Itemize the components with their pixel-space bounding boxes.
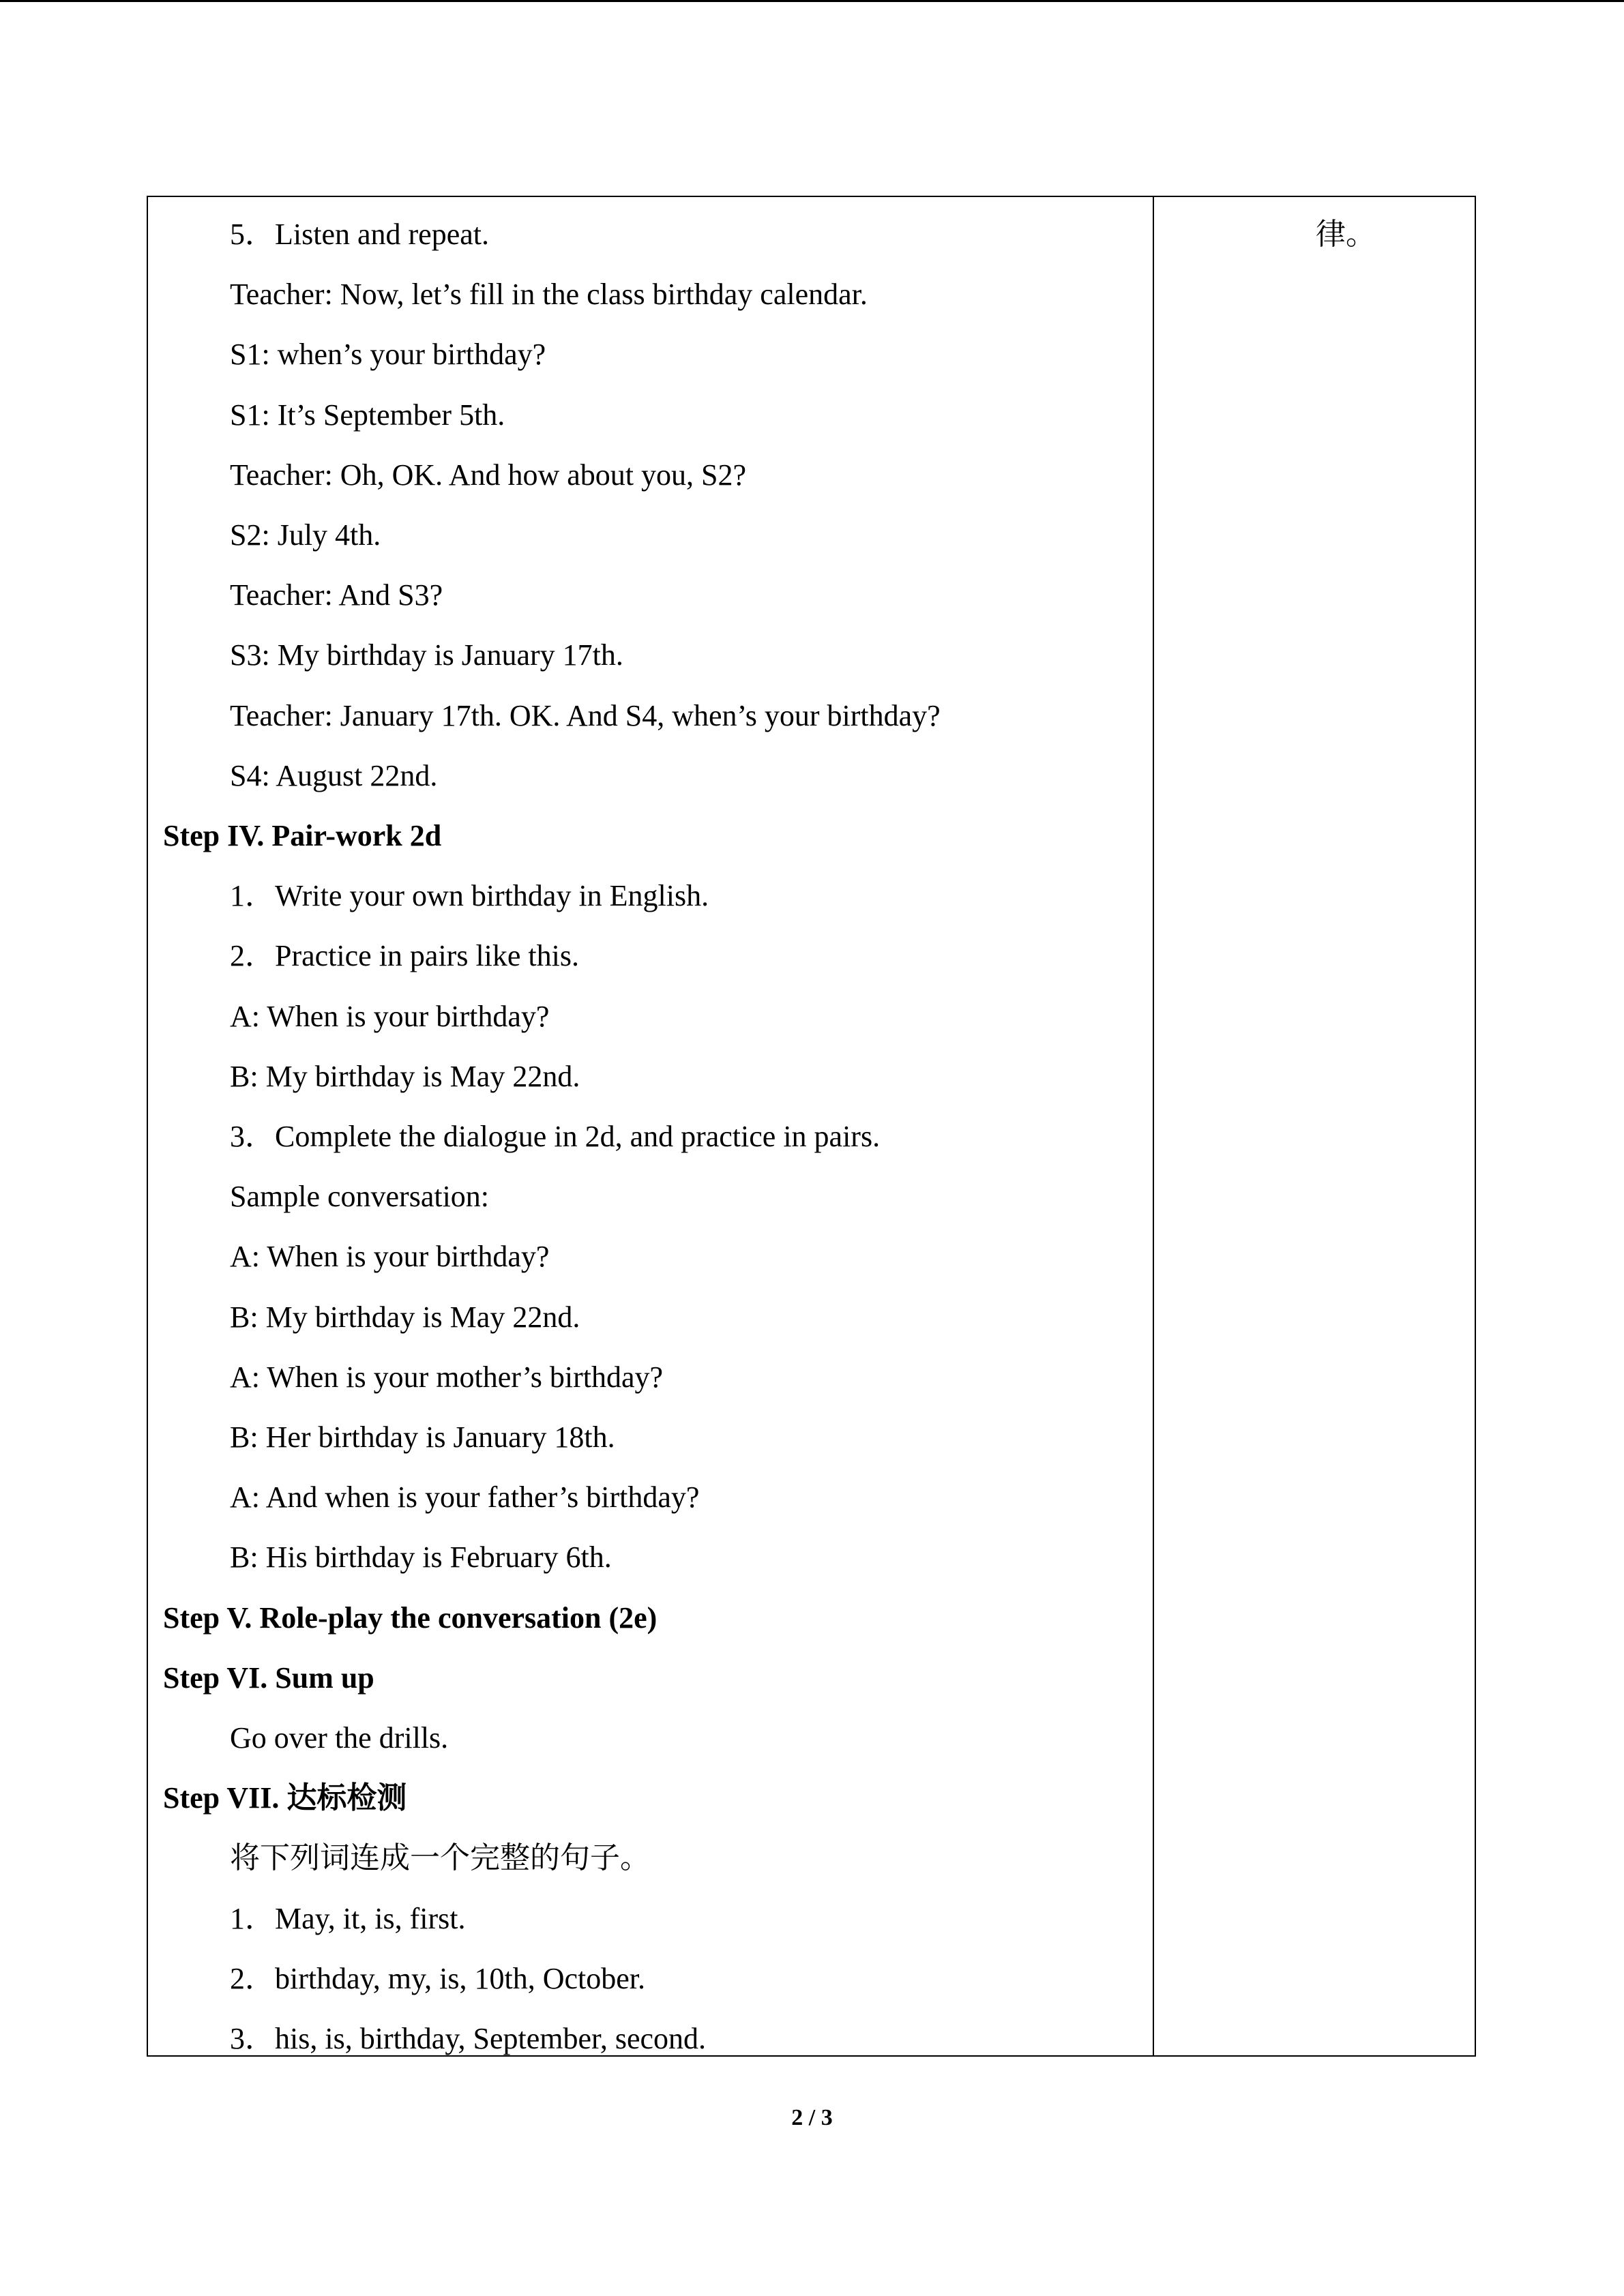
step-heading: Step VII. 达标检测 [163,1781,407,1815]
lesson-line: S3: My birthday is January 17th. [230,638,623,672]
step-heading: Step IV. Pair-work 2d [163,819,442,852]
lesson-line: B: Her birthday is January 18th. [230,1420,615,1454]
lesson-line: B: His birthday is February 6th. [230,1540,612,1574]
side-note: 律。 [1316,217,1376,252]
step-heading: Step V. Role-play the conversation (2e) [163,1601,658,1635]
lesson-table [147,196,1476,2057]
lesson-line: Teacher: Oh, OK. And how about you, S2? [230,458,747,492]
step-heading: Step VI. Sum up [163,1661,374,1695]
lesson-line: Teacher: January 17th. OK. And S4, when’s your birthday? [230,699,941,732]
lesson-line: B: My birthday is May 22nd. [230,1060,580,1093]
lesson-line: B: My birthday is May 22nd. [230,1300,580,1334]
lesson-line: Teacher: And S3? [230,578,443,612]
top-rule [0,0,1624,2]
lesson-line: Sample conversation: [230,1180,490,1213]
lesson-line: A: When is your birthday? [230,1000,550,1033]
lesson-line: A: When is your mother’s birthday? [230,1360,664,1394]
lesson-steps-column [148,197,1153,2055]
page-number: 2 / 3 [791,2105,833,2130]
lesson-line: 1．May, it, is, first. [230,1902,466,1935]
lesson-line: 1．Write your own birthday in English. [230,879,709,912]
lesson-line: A: When is your birthday? [230,1240,550,1273]
notes-column [1154,197,1476,2055]
lesson-line: 3．his, is, birthday, September, second. [230,2022,707,2055]
lesson-line: S1: when’s your birthday? [230,338,546,371]
lesson-line: Teacher: Now, let’s fill in the class birthday calendar. [230,278,868,311]
lesson-line: 5．Listen and repeat. [230,218,489,251]
lesson-line: 2．birthday, my, is, 10th, October. [230,1962,645,1995]
lesson-line: 2．Practice in pairs like this. [230,939,579,972]
lesson-line: 3．Complete the dialogue in 2d, and practice in pairs. [230,1120,881,1153]
lesson-line: S1: It’s September 5th. [230,398,505,432]
lesson-line: S4: August 22nd. [230,759,438,792]
lesson-line: 将下列词连成一个完整的句子。 [230,1841,650,1875]
lesson-line: S2: July 4th. [230,518,381,552]
lesson-line: A: And when is your father’s birthday? [230,1480,700,1514]
lesson-line: Go over the drills. [230,1721,449,1755]
